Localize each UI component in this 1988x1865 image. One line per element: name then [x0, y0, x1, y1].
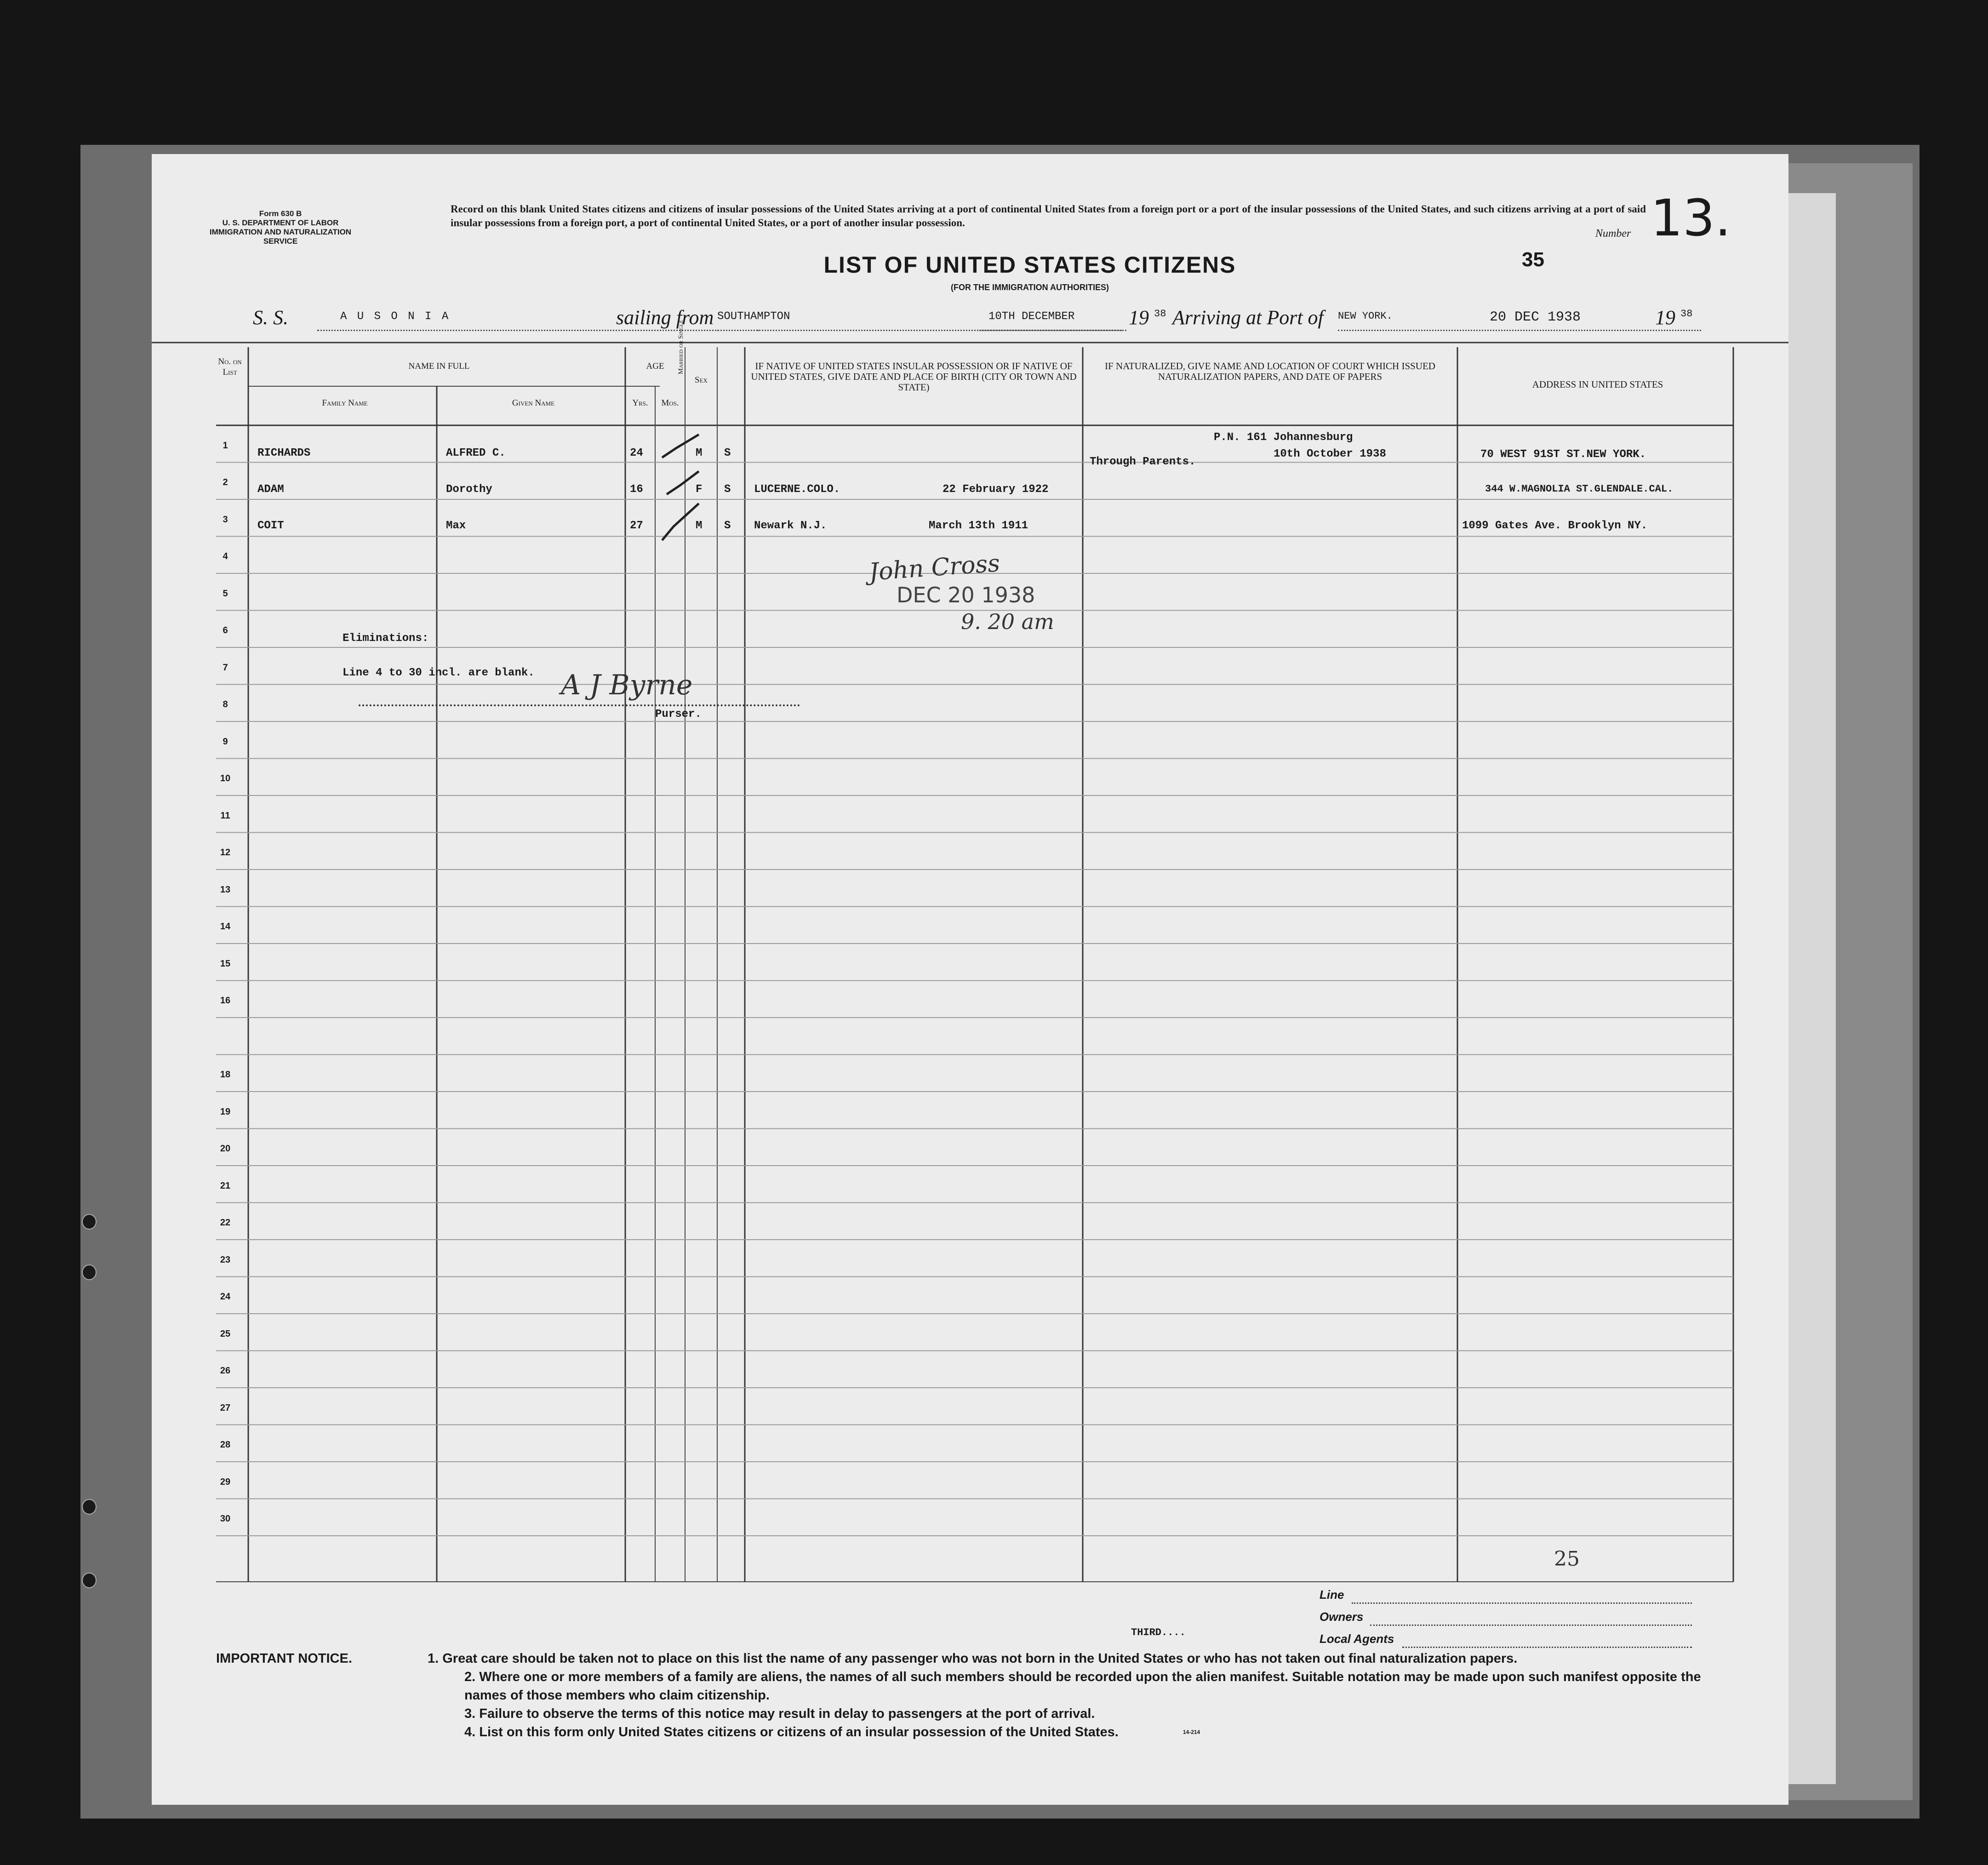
- passenger-1-family-name: RICHARDS: [257, 447, 311, 459]
- row-number: 20: [220, 1144, 231, 1154]
- number-label: Number: [1595, 228, 1631, 240]
- passenger-1-naturalization-note: Through Parents.: [1090, 456, 1196, 468]
- row-number: 9: [223, 736, 228, 747]
- form-number: Form 630 B: [259, 209, 302, 218]
- owners-dotline: [1370, 1625, 1692, 1626]
- passenger-1-age: 24: [630, 447, 643, 459]
- passenger-2-given-name: Dorothy: [446, 483, 492, 496]
- form-instruction: Record on this blank United States citizens and citizens of insular possessions of the United States arriving at a port of continental United States from a foreign port or a port of the insular possessions of the United States, and such citizens arriving at a port of said insular possessions from a foreign port, a port of continental United States, or a port of another insular possession.: [451, 203, 1646, 229]
- row-number: 28: [220, 1440, 231, 1450]
- header-family-name: Family Name: [322, 398, 368, 408]
- service-name: IMMIGRATION AND NATURALIZATION SERVICE: [209, 228, 352, 246]
- row-number: 14: [220, 921, 231, 932]
- passenger-2-address: 344 W.MAGNOLIA ST.GLENDALE.CAL.: [1485, 483, 1674, 495]
- line-label: Line: [1320, 1588, 1344, 1602]
- check-marks: [648, 430, 713, 549]
- header-married-or-single: Married or Single: [677, 320, 685, 375]
- row-number: 3: [223, 514, 228, 525]
- signature-dotline: [359, 704, 800, 706]
- passenger-1-sex: M: [696, 447, 703, 459]
- departure-year: 38: [1154, 308, 1166, 320]
- purser-signature: A J Byrne: [561, 669, 693, 701]
- passenger-1-given-name: ALFRED C.: [446, 447, 506, 459]
- row-number: 5: [223, 588, 228, 599]
- passenger-2-sex: F: [696, 483, 703, 496]
- row-number: 18: [220, 1070, 231, 1080]
- owners-label: Owners: [1320, 1610, 1364, 1624]
- sailing-from-label: sailing from: [616, 306, 714, 329]
- row-number: 29: [220, 1476, 231, 1487]
- notice-heading: IMPORTANT NOTICE.: [216, 1651, 352, 1666]
- notice-text-4: 4. List on this form only United States citizens or citizens of an insular possession of the United States.: [464, 1725, 1119, 1739]
- header-given-name: Given Name: [512, 398, 555, 408]
- row-number: 25: [220, 1328, 231, 1339]
- page-subtitle: (FOR THE IMMIGRATION AUTHORITIES): [951, 283, 1109, 292]
- notice-item-2: 2. Where one or more members of a family are aliens, the names of all such members should be recorded upon the alien manifest. Suitable notation may be made upon such manifest opposite the names of those members who claim citizenship.: [464, 1670, 1701, 1703]
- header-no-on-list: No. on List: [218, 357, 242, 377]
- binder-hole: [82, 1264, 97, 1280]
- binder-hole: [82, 1573, 97, 1588]
- passenger-2-family-name: ADAM: [257, 483, 284, 496]
- passenger-2-birthdate: 22 February 1922: [943, 483, 1049, 496]
- passenger-2-age: 16: [630, 483, 643, 496]
- eliminations-label: Eliminations:: [343, 632, 429, 645]
- department-name: U. S. DEPARTMENT OF LABOR: [222, 218, 339, 227]
- passenger-1-naturalization-date: 10th October 1938: [1274, 448, 1386, 460]
- passenger-1-naturalization-court: P.N. 161 Johannesburg: [1214, 431, 1353, 444]
- binder-hole: [82, 1214, 97, 1230]
- manifest-number: 13.: [1651, 189, 1731, 247]
- passenger-3-marital: S: [724, 520, 731, 532]
- row-number: 2: [223, 477, 228, 487]
- arrival-year-prefix: 19: [1655, 306, 1675, 329]
- passenger-3-sex: M: [696, 520, 703, 532]
- passenger-3-given-name: Max: [446, 520, 466, 532]
- row-number: 24: [220, 1292, 231, 1302]
- header-mos: Mos.: [661, 398, 679, 408]
- arrival-year: 38: [1680, 308, 1693, 320]
- row-number: 22: [220, 1218, 231, 1228]
- passenger-1-marital: S: [724, 447, 731, 459]
- line-dotline: [1352, 1602, 1692, 1604]
- row-number: 8: [223, 699, 228, 709]
- passenger-2-birthplace: LUCERNE.COLO.: [754, 483, 840, 496]
- passenger-3-family-name: COIT: [257, 520, 284, 532]
- header-address: ADDRESS IN UNITED STATES: [1532, 379, 1663, 390]
- notice-item-4: [216, 1723, 1733, 1741]
- row-number: 12: [220, 847, 231, 858]
- row-number: 26: [220, 1366, 231, 1376]
- arrival-stamp-time: 9. 20 am: [961, 609, 1054, 634]
- passenger-3-birthdate: March 13th 1911: [929, 520, 1028, 532]
- row-number: 6: [223, 625, 228, 635]
- notice-item-1: [216, 1649, 1733, 1668]
- agents-dotline: [1402, 1647, 1692, 1648]
- row-number: 23: [220, 1254, 231, 1265]
- arrival-date: 20 DEC 1938: [1490, 309, 1581, 325]
- ss-label: S. S.: [253, 306, 288, 329]
- row-number: 4: [223, 551, 228, 561]
- header-name-in-full: NAME IN FULL: [408, 361, 470, 371]
- departure-date: 10TH DECEMBER: [988, 310, 1075, 323]
- header-naturalized: IF NATURALIZED, GIVE NAME AND LOCATION OF COURT WHICH ISSUED NATURALIZATION PAPERS, AND DATE OF PAPERS: [1105, 360, 1435, 382]
- row-number: 11: [220, 810, 230, 821]
- passenger-1-address: 70 WEST 91ST ST.NEW YORK.: [1480, 448, 1646, 461]
- row-number: 10: [220, 773, 231, 784]
- header-native: IF NATIVE OF UNITED STATES INSULAR POSSESSION OR IF NATIVE OF UNITED STATES, GIVE DATE AND PLACE OF BIRTH (CITY OR TOWN AND STATE): [751, 360, 1077, 393]
- arriving-label: Arriving at Port of: [1172, 306, 1324, 329]
- passenger-3-address: 1099 Gates Ave. Brooklyn NY.: [1462, 520, 1648, 532]
- row-number: 1: [223, 440, 228, 451]
- marginal-number: 25: [1554, 1547, 1580, 1571]
- eliminations-text: Line 4 to 30 incl. are blank.: [343, 667, 535, 679]
- form-code: 14-214: [1183, 1729, 1200, 1735]
- page-title: LIST OF UNITED STATES CITIZENS: [823, 252, 1236, 278]
- row-number: 15: [220, 958, 231, 969]
- header-sex: Sex: [695, 375, 708, 385]
- passenger-3-birthplace: Newark N.J.: [754, 520, 827, 532]
- passenger-3-age: 27: [630, 520, 643, 532]
- row-number: 30: [220, 1514, 231, 1524]
- row-number: 19: [220, 1106, 231, 1117]
- row-number: 27: [220, 1402, 231, 1413]
- notice-item-3: 3. Failure to observe the terms of this notice may result in delay to passengers at the port of arrival.: [464, 1706, 1095, 1721]
- departure-year-prefix: 19: [1129, 306, 1149, 329]
- passenger-class: THIRD....: [1131, 1627, 1186, 1638]
- notice-text-1: 1. Great care should be taken not to place on this list the name of any passenger who was not born in the United States or who has not taken out final naturalization papers.: [428, 1651, 1518, 1666]
- important-notice: [216, 1649, 1733, 1741]
- inspector-signature: John Cross: [868, 549, 1001, 586]
- row-number: 7: [223, 662, 228, 673]
- row-number: 13: [220, 884, 231, 895]
- purser-label: Purser.: [655, 708, 702, 721]
- header-yrs: Yrs.: [632, 398, 648, 408]
- ship-name: A U S O N I A: [340, 310, 451, 323]
- passenger-2-marital: S: [724, 483, 731, 496]
- row-number: 16: [220, 995, 231, 1006]
- departure-port: SOUTHAMPTON: [717, 310, 790, 323]
- binder-hole: [82, 1499, 97, 1515]
- arrival-stamp-date: DEC 20 1938: [897, 583, 1035, 607]
- row-number: 21: [220, 1180, 231, 1191]
- header-age: AGE: [646, 361, 664, 371]
- manifest-page: [152, 154, 1788, 1805]
- page-number: 35: [1522, 248, 1544, 271]
- local-agents-label: Local Agents: [1320, 1632, 1394, 1646]
- arrival-port: NEW YORK.: [1338, 310, 1393, 322]
